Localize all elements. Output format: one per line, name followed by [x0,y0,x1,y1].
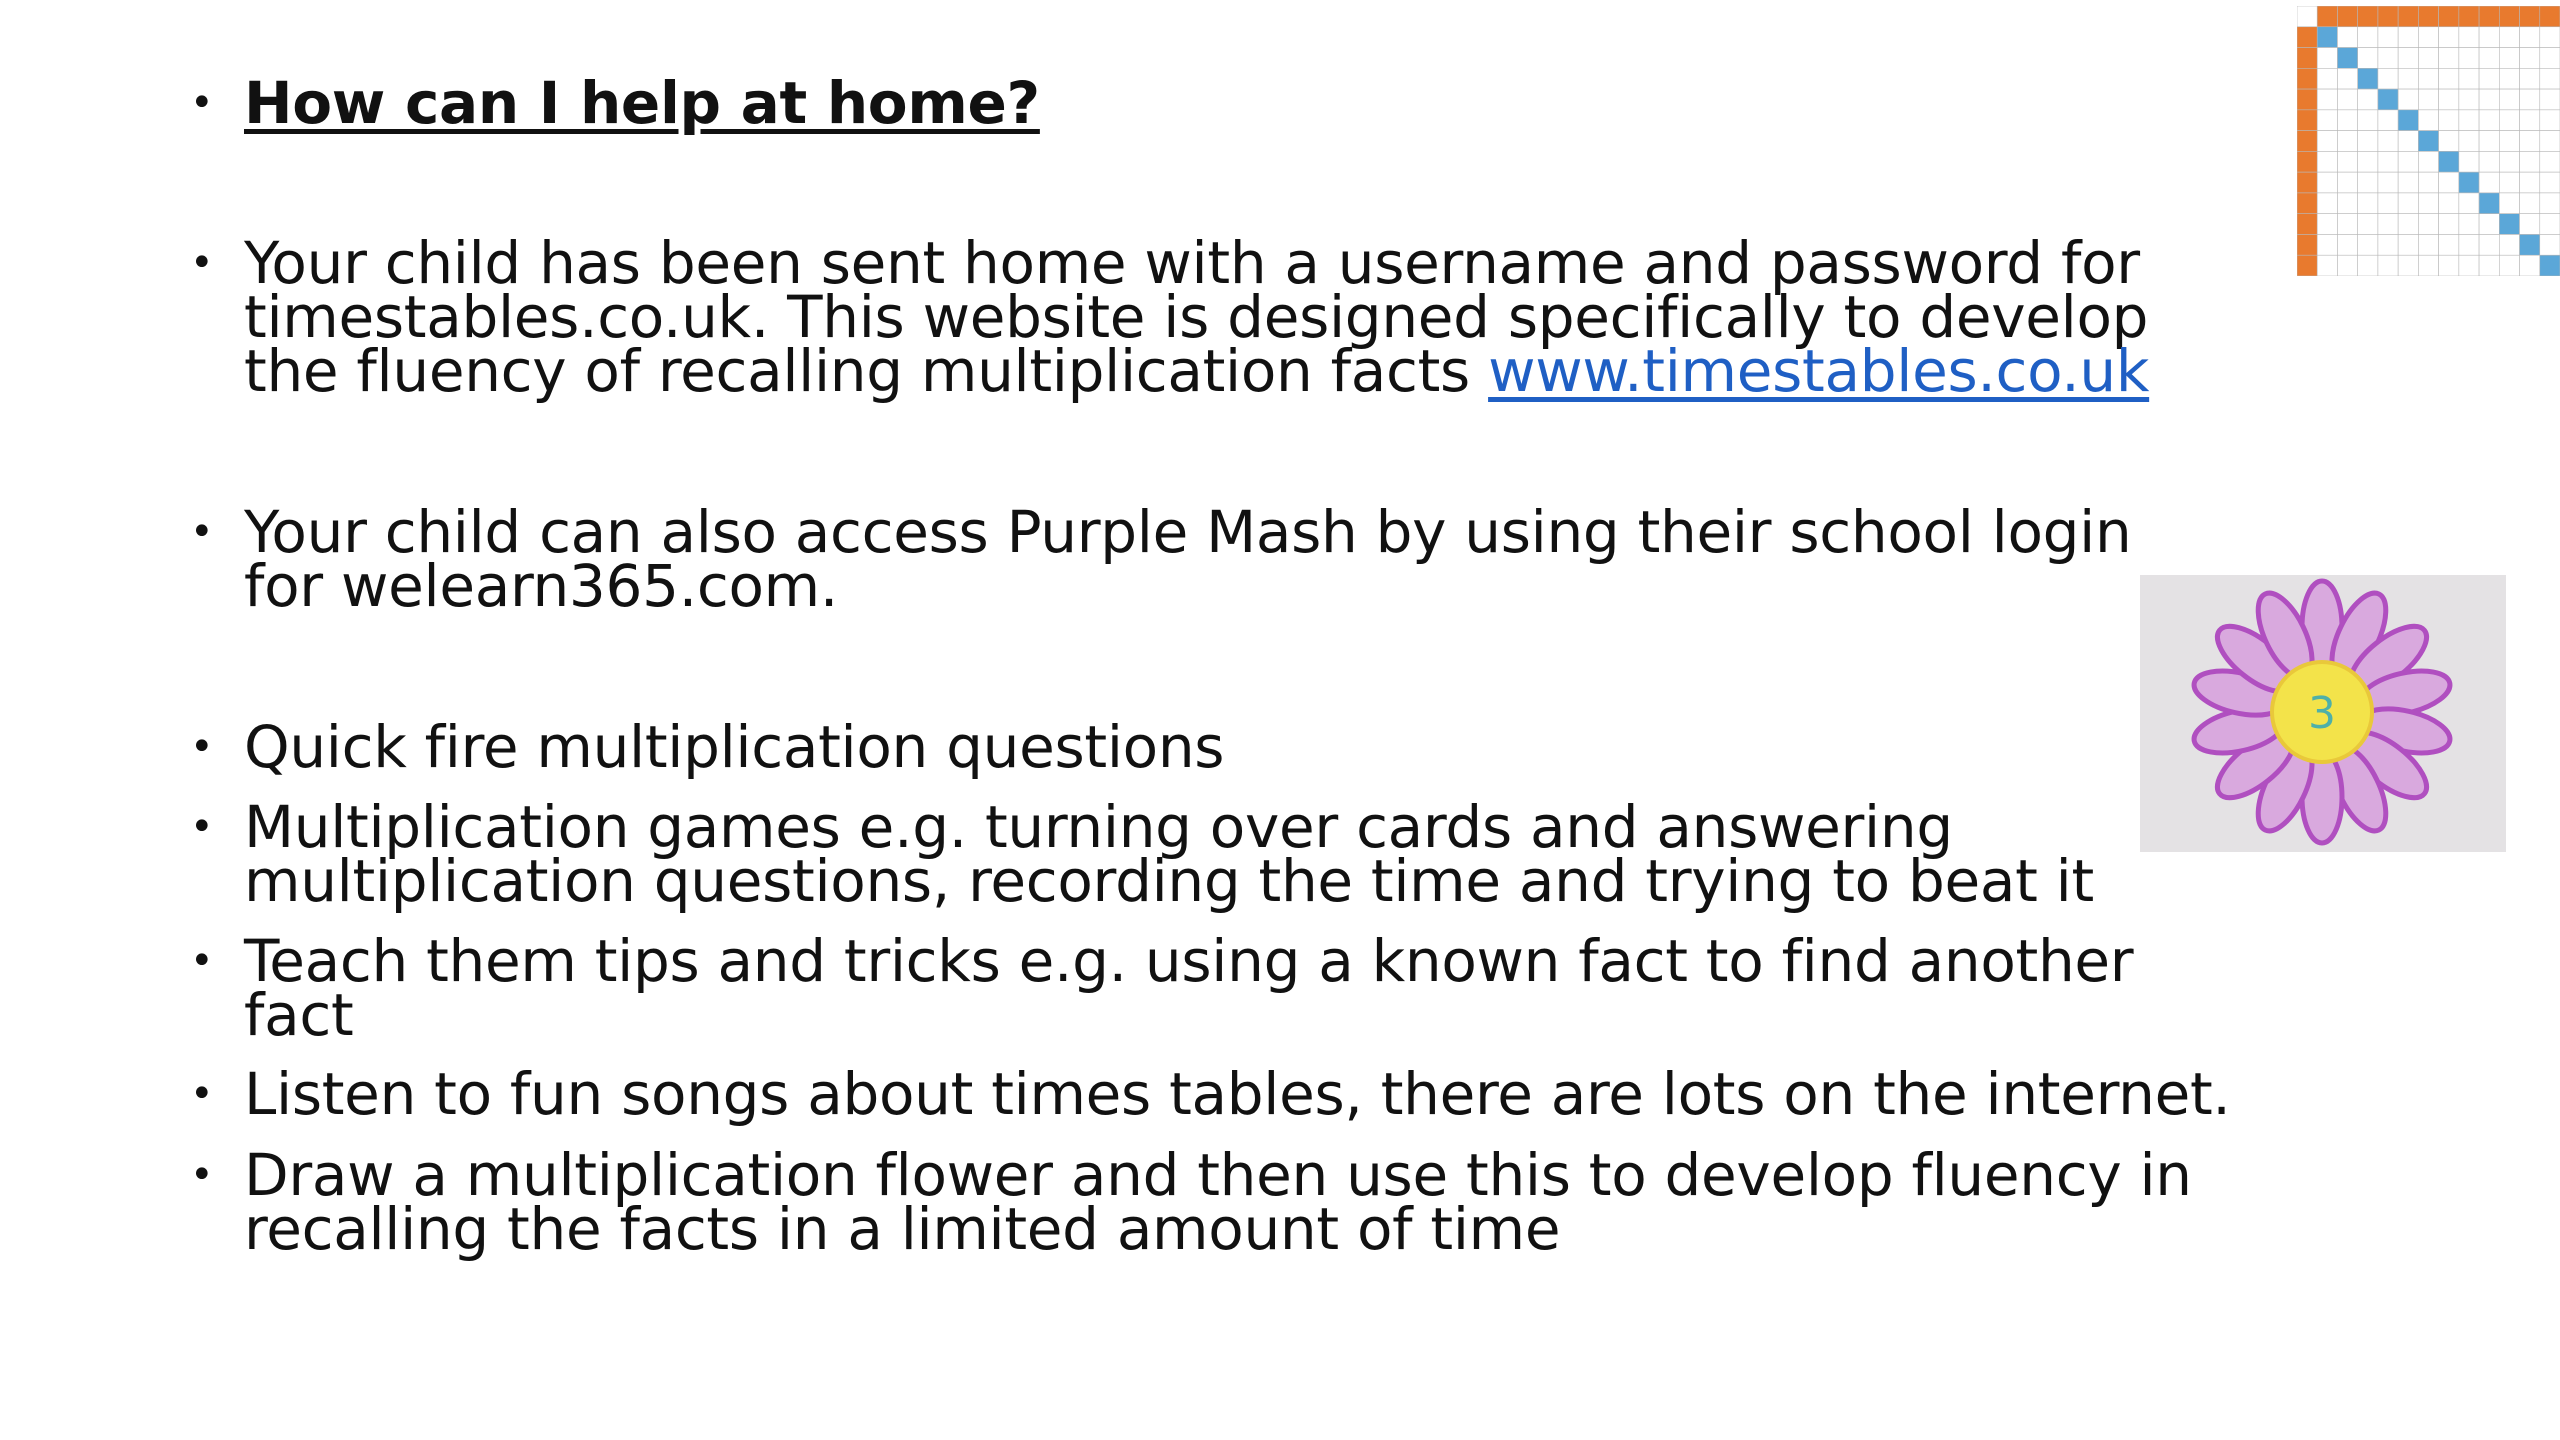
grid-cell [2540,151,2560,172]
grid-cell [2398,193,2418,214]
grid-cell [2297,48,2317,69]
grid-cell [2337,48,2357,69]
grid-cell [2479,255,2499,276]
bullet-line: Multiplication games e.g. turning over cards and answering [244,793,1953,861]
grid-cell [2418,48,2438,69]
grid-cell [2540,255,2560,276]
grid-cell [2337,234,2357,255]
grid-cell [2297,151,2317,172]
grid-cell [2520,255,2540,276]
grid-cell [2378,89,2398,110]
grid-cell [2398,6,2418,27]
bullet-dot: • [190,1071,214,1117]
grid-cell [2418,193,2438,214]
grid-cell [2520,172,2540,193]
grid-cell [2398,48,2418,69]
grid-cell [2358,255,2378,276]
grid-cell [2378,6,2398,27]
grid-cell [2499,110,2519,131]
grid-cell [2337,255,2357,276]
grid-cell [2540,131,2560,152]
grid-cell [2418,172,2438,193]
grid-cell [2297,234,2317,255]
grid-cell [2378,214,2398,235]
bullet-timestables [190,229,2150,405]
grid-cell [2418,6,2438,27]
grid-cell [2499,48,2519,69]
grid-cell [2358,48,2378,69]
bullet-tips [190,927,2134,1049]
grid-cell [2398,27,2418,48]
grid-cell [2398,151,2418,172]
grid-cell [2398,234,2418,255]
grid-cell [2297,193,2317,214]
bullet-purple-mash [190,498,2132,620]
grid-cell [2418,131,2438,152]
grid-cell [2297,255,2317,276]
grid-cell [2418,27,2438,48]
grid-cell [2297,6,2317,27]
bullet-dot: • [190,80,214,126]
grid-cell [2520,89,2540,110]
grid-cell [2337,89,2357,110]
grid-cell [2337,27,2357,48]
grid-cell [2418,89,2438,110]
grid-cell [2317,172,2337,193]
grid-cell [2459,214,2479,235]
grid-cell [2378,27,2398,48]
grid-cell [2540,48,2560,69]
grid-cell [2439,255,2459,276]
grid-cell [2439,110,2459,131]
grid-cell [2479,172,2499,193]
grid-cell [2459,255,2479,276]
grid-cell [2418,214,2438,235]
grid-cell [2459,234,2479,255]
timestables-link[interactable]: www.timestables.co.uk [1488,337,2150,405]
bullet-line: for welearn365.com. [244,552,838,620]
bullet-line: timestables.co.uk. This website is designed specifically to develop [244,283,2149,351]
grid-cell [2418,151,2438,172]
grid-cell [2459,6,2479,27]
grid-cell [2479,110,2499,131]
grid-cell [2540,193,2560,214]
bullet-dot: • [190,240,214,286]
slide-heading: How can I help at home? [244,69,1040,137]
grid-cell [2479,151,2499,172]
grid-cell [2520,6,2540,27]
bullet-line: multiplication questions, recording the time and trying to beat it [244,847,2094,915]
grid-cell [2479,193,2499,214]
bullet-line: Quick fire multiplication questions [244,713,1225,781]
grid-cell [2418,255,2438,276]
grid-cell [2459,68,2479,89]
grid-cell [2337,214,2357,235]
bullet-line: recalling the facts in a limited amount of time [244,1195,1561,1263]
grid-cell [2337,193,2357,214]
grid-cell [2459,172,2479,193]
grid-cell [2297,172,2317,193]
bullet-line: Draw a multiplication flower and then use this to develop fluency in [244,1141,2192,1209]
grid-cell [2378,193,2398,214]
grid-cell [2297,110,2317,131]
grid-cell [2378,131,2398,152]
grid-cell [2418,68,2438,89]
grid-cell [2317,68,2337,89]
bullet-dot: • [190,1152,214,1198]
bullet-line: fact [244,981,354,1049]
grid-cell [2439,68,2459,89]
bullet-line: Listen to fun songs about times tables, there are lots on the internet. [244,1060,2231,1128]
grid-cell [2479,131,2499,152]
grid-cell [2398,68,2418,89]
grid-cell [2378,110,2398,131]
bullet-games [190,793,2094,915]
grid-cell [2317,255,2337,276]
bullet-songs [190,1060,2231,1128]
grid-cell [2439,6,2459,27]
grid-cell [2337,68,2357,89]
grid-cell [2459,151,2479,172]
grid-cell [2317,27,2337,48]
grid-cell [2358,110,2378,131]
grid-cell [2398,255,2418,276]
grid-cell [2337,131,2357,152]
bullet-line: Your child has been sent home with a username and password for [244,229,2140,297]
grid-cell [2337,6,2357,27]
grid-cell [2439,172,2459,193]
grid-cell [2520,151,2540,172]
bullet-quick-fire [190,713,1225,781]
bullet-dot: • [190,938,214,984]
grid-cell [2499,6,2519,27]
grid-cell [2479,214,2499,235]
grid-cell [2459,48,2479,69]
bullet-dot: • [190,724,214,770]
grid-cell [2297,214,2317,235]
grid-cell [2398,131,2418,152]
grid-cell [2337,151,2357,172]
grid-cell [2520,214,2540,235]
multiplication-flower-graphic [2140,575,2506,852]
bullet-dot: • [190,804,214,850]
grid-cell [2358,131,2378,152]
grid-cell [2540,89,2560,110]
grid-cell [2317,89,2337,110]
grid-cell [2418,110,2438,131]
grid-cell [2398,172,2418,193]
grid-cell [2378,255,2398,276]
grid-cell [2540,68,2560,89]
grid-cell [2317,131,2337,152]
grid-cell [2540,6,2560,27]
grid-cell [2398,214,2418,235]
grid-cell [2520,48,2540,69]
grid-cell [2479,48,2499,69]
grid-cell [2479,6,2499,27]
grid-cell [2378,172,2398,193]
grid-cell [2520,27,2540,48]
grid-cell [2358,89,2378,110]
bullet-line: Teach them tips and tricks e.g. using a known fact to find another [244,927,2134,995]
grid-cell [2499,131,2519,152]
grid-cell [2459,131,2479,152]
grid-cell [2297,27,2317,48]
grid-cell [2439,27,2459,48]
flower-center-label: 3 [2308,688,2336,739]
grid-cell [2378,234,2398,255]
grid-cell [2358,214,2378,235]
grid-cell [2479,234,2499,255]
grid-cell [2520,193,2540,214]
grid-cell [2540,172,2560,193]
grid-cell [2398,110,2418,131]
grid-cell [2358,27,2378,48]
grid-cell [2439,193,2459,214]
grid-cell [2499,172,2519,193]
grid-cell [2540,27,2560,48]
grid-cell [2459,27,2479,48]
grid-cell [2378,48,2398,69]
grid-cell [2540,110,2560,131]
grid-cell [2439,234,2459,255]
grid-cell [2439,214,2459,235]
grid-cell [2499,255,2519,276]
bullet-line-text: the fluency of recalling multiplication facts [244,337,1489,405]
times-table-grid-graphic [2297,6,2560,276]
grid-cell [2317,214,2337,235]
grid-cell [2499,89,2519,110]
grid-cell [2358,6,2378,27]
times-table-grid-image [2297,6,2560,276]
grid-cell [2358,68,2378,89]
grid-cell [2358,234,2378,255]
grid-cell [2479,68,2499,89]
grid-cell [2358,193,2378,214]
heading-bullet [190,69,1040,137]
grid-cell [2439,48,2459,69]
grid-cell [2459,89,2479,110]
grid-cell [2297,68,2317,89]
grid-cell [2520,110,2540,131]
multiplication-flower-image [2140,575,2506,852]
grid-cell [2439,151,2459,172]
grid-cell [2337,110,2357,131]
grid-cell [2358,151,2378,172]
grid-cell [2499,151,2519,172]
grid-cell [2317,110,2337,131]
grid-cell [2499,234,2519,255]
grid-cell [2520,68,2540,89]
grid-cell [2499,214,2519,235]
grid-cell [2297,89,2317,110]
bullet-line: Your child can also access Purple Mash by using their school login [244,498,2132,566]
grid-cell [2378,151,2398,172]
grid-cell [2499,27,2519,48]
grid-cell [2540,234,2560,255]
grid-cell [2317,193,2337,214]
grid-cell [2378,68,2398,89]
grid-cell [2297,131,2317,152]
grid-cell [2317,151,2337,172]
bullet-line-with-link [244,337,2150,405]
bullet-dot: • [190,509,214,555]
grid-cell [2520,131,2540,152]
grid-cell [2337,172,2357,193]
grid-cell [2479,27,2499,48]
grid-cell [2398,89,2418,110]
grid-cell [2479,89,2499,110]
grid-cell [2439,89,2459,110]
grid-cell [2317,6,2337,27]
grid-cell [2520,234,2540,255]
grid-cell [2459,193,2479,214]
grid-cell [2317,234,2337,255]
grid-cell [2418,234,2438,255]
grid-cell [2358,172,2378,193]
bullet-flower [190,1141,2192,1263]
grid-cell [2499,68,2519,89]
grid-cell [2540,214,2560,235]
grid-cell [2459,110,2479,131]
grid-cell [2317,48,2337,69]
grid-cell [2439,131,2459,152]
grid-cell [2499,193,2519,214]
